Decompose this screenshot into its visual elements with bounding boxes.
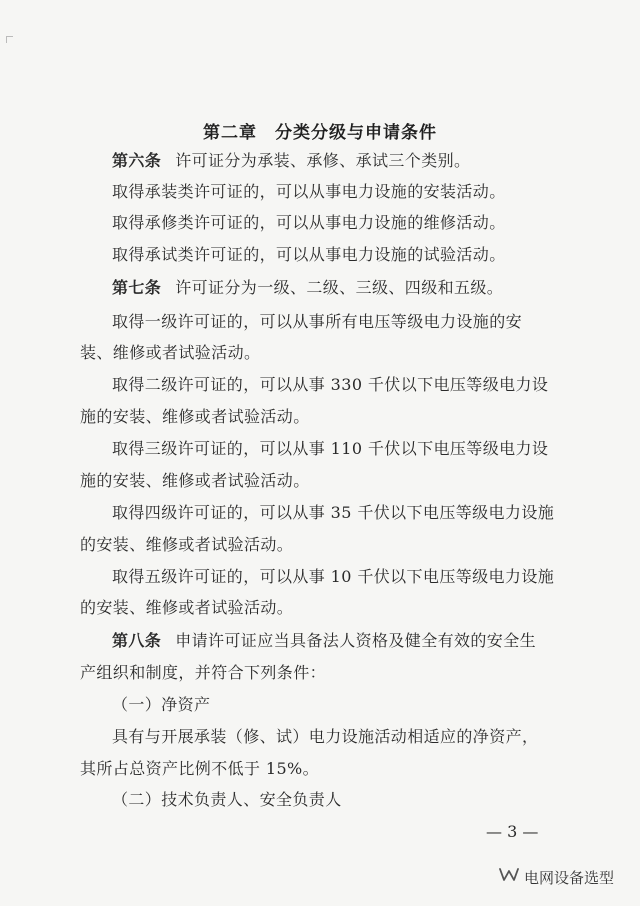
line-text: 施的安装、维修或者试验活动。 bbox=[80, 407, 310, 426]
line-text: 的安装、维修或者试验活动。 bbox=[80, 598, 294, 617]
article-label: 第六条 bbox=[112, 151, 162, 170]
paragraph-line bbox=[112, 695, 592, 715]
line-text: 其所占总资产比例不低于 15%。 bbox=[80, 759, 320, 778]
line-text: 许可证分为一级、二级、三级、四级和五级。 bbox=[175, 278, 504, 297]
paragraph-line bbox=[80, 535, 560, 555]
paragraph-line bbox=[112, 631, 592, 651]
watermark-text: 电网设备选型 bbox=[524, 868, 615, 887]
article-label: 第七条 bbox=[112, 278, 162, 297]
paragraph-line bbox=[112, 790, 592, 810]
paragraph-line bbox=[80, 663, 560, 683]
paragraph-line bbox=[112, 439, 592, 459]
paragraph-line bbox=[80, 471, 560, 491]
scan-corner-mark bbox=[6, 36, 13, 43]
line-text: 取得一级许可证的，可以从事所有电压等级电力设施的安 bbox=[112, 312, 523, 331]
paragraph-line bbox=[112, 278, 592, 298]
paragraph-line bbox=[112, 567, 592, 587]
line-text: 取得二级许可证的，可以从事 330 千伏以下电压等级电力设 bbox=[112, 375, 549, 394]
article-label: 第八条 bbox=[112, 631, 162, 650]
paragraph-line bbox=[112, 375, 592, 395]
line-text: 取得承试类许可证的，可以从事电力设施的试验活动。 bbox=[112, 245, 506, 264]
paragraph-line bbox=[112, 213, 592, 233]
paragraph-line bbox=[112, 503, 592, 523]
line-text: 具有与开展承装（修、试）电力设施活动相适应的净资产， bbox=[112, 727, 539, 746]
paragraph-line bbox=[80, 343, 560, 363]
line-text: 取得承修类许可证的，可以从事电力设施的维修活动。 bbox=[112, 213, 506, 232]
line-text: （二）技术负责人、安全负责人 bbox=[112, 790, 342, 809]
line-text: 申请许可证应当具备法人资格及健全有效的安全生 bbox=[175, 631, 537, 650]
paragraph-line bbox=[80, 407, 560, 427]
wechat-channel-icon bbox=[498, 866, 520, 888]
watermark bbox=[498, 866, 614, 888]
line-text: （一）净资产 bbox=[112, 695, 211, 714]
line-text: 装、维修或者试验活动。 bbox=[80, 343, 261, 362]
chapter-title: 第二章 分类分级与申请条件 bbox=[203, 123, 437, 143]
line-text: 的安装、维修或者试验活动。 bbox=[80, 535, 294, 554]
line-text: 取得五级许可证的，可以从事 10 千伏以下电压等级电力设施 bbox=[112, 567, 555, 586]
paragraph-line bbox=[112, 727, 592, 747]
paragraph-line bbox=[112, 245, 592, 265]
page-number: — 3 — bbox=[486, 822, 539, 841]
paragraph-line bbox=[80, 759, 560, 779]
line-text: 取得四级许可证的，可以从事 35 千伏以下电压等级电力设施 bbox=[112, 503, 555, 522]
line-text: 取得承装类许可证的，可以从事电力设施的安装活动。 bbox=[112, 182, 506, 201]
paragraph-line bbox=[112, 182, 592, 202]
line-text: 取得三级许可证的，可以从事 110 千伏以下电压等级电力设 bbox=[112, 439, 549, 458]
line-text: 许可证分为承装、承修、承试三个类别。 bbox=[175, 151, 471, 170]
line-text: 产组织和制度，并符合下列条件： bbox=[80, 663, 327, 682]
paragraph-line bbox=[112, 151, 592, 171]
paragraph-line bbox=[112, 312, 592, 332]
paragraph-line bbox=[80, 598, 560, 618]
line-text: 施的安装、维修或者试验活动。 bbox=[80, 471, 310, 490]
